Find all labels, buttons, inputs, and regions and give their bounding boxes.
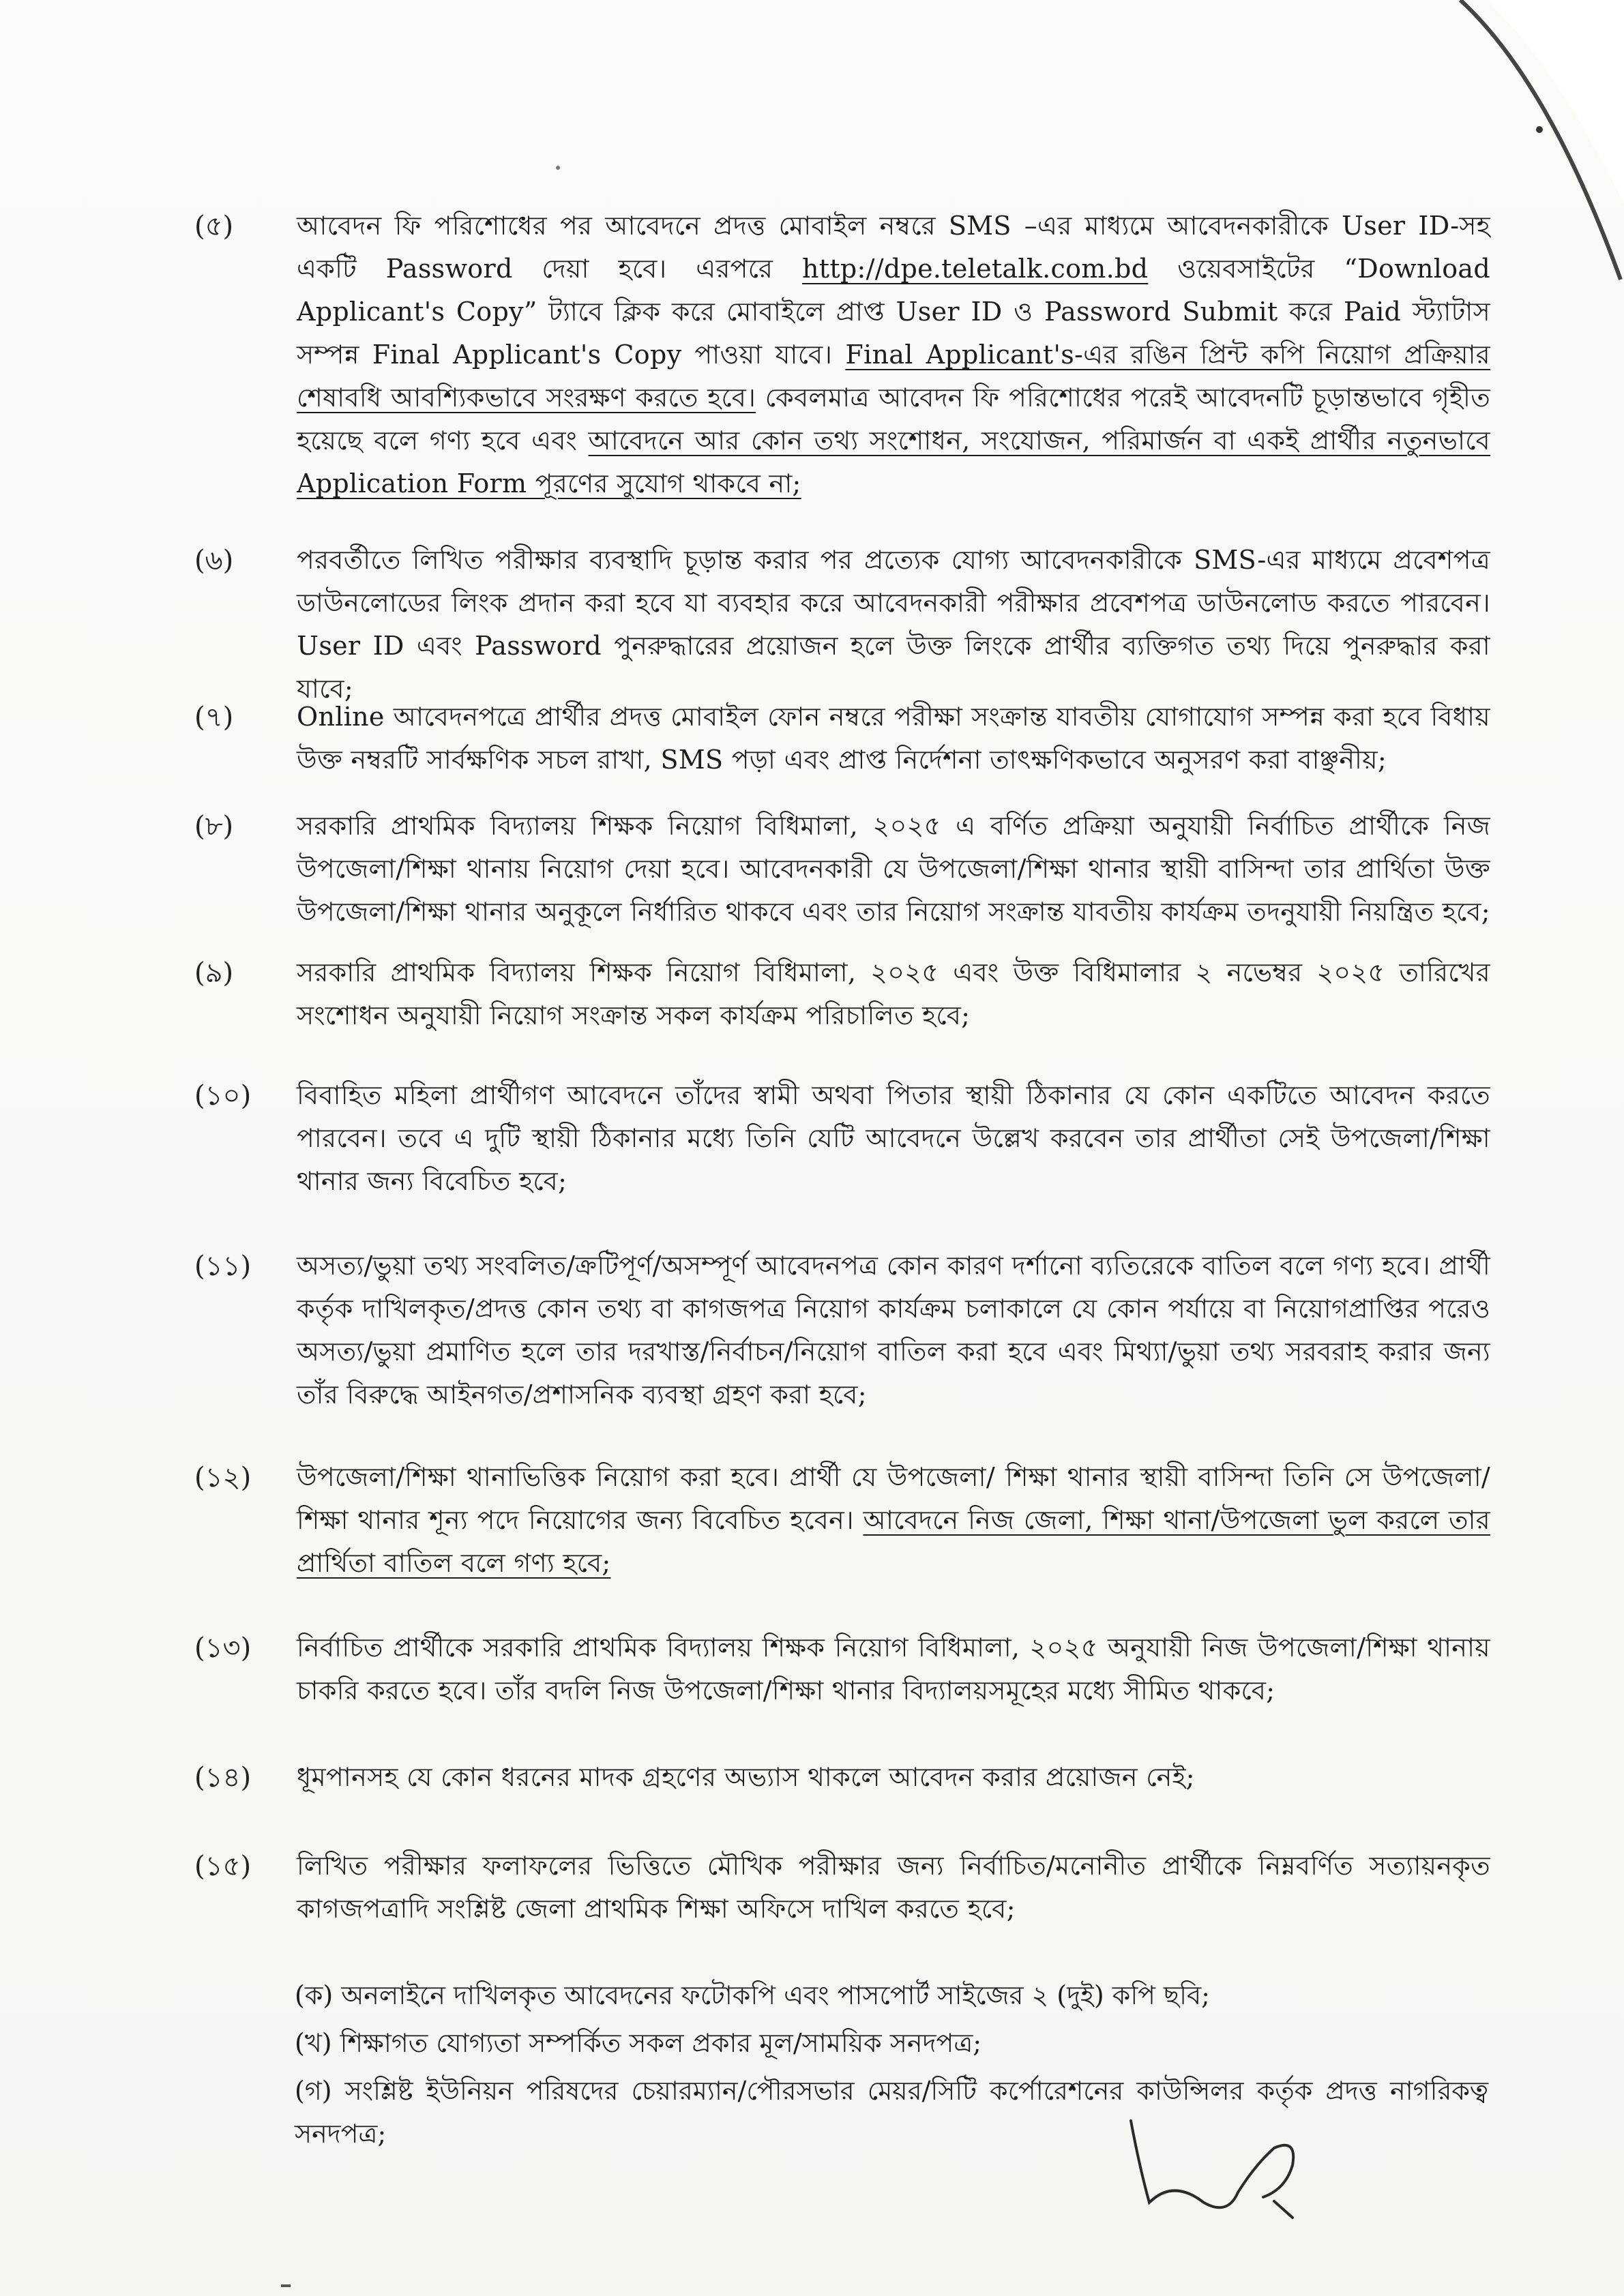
clause-13 <box>194 1626 1490 1712</box>
sub-item-ga: (গ) সংশ্লিষ্ট ইউনিয়ন পরিষদের চেয়ারম্যান/পৌরসভার মেয়র/সিটি কর্পোরেশনের কাউন্সিলর কর্তৃক প্রদত্ত নাগরিকত্ব সনদপত্র; <box>295 2076 1488 2149</box>
clause-8 <box>194 805 1490 934</box>
clause-15 <box>194 1845 1490 1930</box>
clause-number: (৯) <box>194 957 234 989</box>
clause-text: আবেদন ফি পরিশোধের পর আবেদনে প্রদত্ত মোবাইল নম্বরে SMS –এর মাধ্যমে আবেদনকারীকে User ID-সহ একটি Password দেয়া হবে। এরপরে http://dpe.teletalk.com.bd ওয়েবসাইটের “Download Applicant's Copy” ট্যাবে ক্লিক করে মোবাইলে প্রাপ্ত User ID ও Password Submit করে Paid স্ট্যাটাস সম্পন্ন Final Applicant's Copy পাওয়া যাবে। Final Applicant's-এর রঙিন প্রিন্ট কপি নিয়োগ প্রক্রিয়ার শেষাবধি আবশ্যিকভাবে সংরক্ষণ করতে হবে। কেবলমাত্র আবেদন ফি পরিশোধের পরেই আবেদনটি চূড়ান্তভাবে গৃহীত হয়েছে বলে গণ্য হবে এবং আবেদনে আর কোন তথ্য সংশোধন, সংযোজন, পরিমার্জন বা একই প্রার্থীর নতুনভাবে Application Form পূরণের সুযোগ থাকবে না; <box>297 211 1491 498</box>
clause-number: (১০) <box>194 1080 252 1112</box>
clause-text: Online আবেদনপত্রে প্রার্থীর প্রদত্ত মোবাইল ফোন নম্বরে পরীক্ষা সংক্রান্ত যাবতীয় যোগাযোগ সম্পন্ন করা হবে বিধায় উক্ত নম্বরটি সার্বক্ষণিক সচল রাখা, SMS পড়া এবং প্রাপ্ত নির্দেশনা তাৎক্ষণিকভাবে অনুসরণ করা বাঞ্ছনীয়; <box>297 702 1490 775</box>
clause-text: সরকারি প্রাথমিক বিদ্যালয় শিক্ষক নিয়োগ বিধিমালা, ২০২৫ এবং উক্ত বিধিমালার ২ নভেম্বর ২০২৫ তারিখের সংশোধন অনুযায়ী নিয়োগ সংক্রান্ত সকল কার্যক্রম পরিচালিত হবে; <box>297 957 1490 1030</box>
clause-11 <box>194 1244 1490 1416</box>
website-link[interactable]: http://dpe.teletalk.com.bd <box>802 254 1149 284</box>
scan-mark <box>281 2284 291 2287</box>
clause-number: (১২) <box>194 1462 252 1493</box>
clause-14 <box>194 1756 1490 1799</box>
clause-text: সরকারি প্রাথমিক বিদ্যালয় শিক্ষক নিয়োগ বিধিমালা, ২০২৫ এ বর্ণিত প্রক্রিয়া অনুযায়ী নির্বাচিত প্রার্থীকে নিজ উপজেলা/শিক্ষা থানায় নিয়োগ দেয়া হবে। আবেদনকারী যে উপজেলা/শিক্ষা থানার স্থায়ী বাসিন্দা তার প্রার্থিতা উক্ত উপজেলা/শিক্ষা থানার অনুকূলে নির্ধারিত থাকবে এবং তার নিয়োগ সংক্রান্ত যাবতীয় কার্যক্রম তদনুযায়ী নিয়ন্ত্রিত হবে; <box>297 811 1490 927</box>
clause-number: (৮) <box>194 811 234 842</box>
speck <box>556 166 560 170</box>
clause-9 <box>194 951 1490 1037</box>
clause-number: (৫) <box>194 211 234 242</box>
sub-item-ka: (ক) অনলাইনে দাখিলকৃত আবেদনের ফটোকপি এবং পাসপোর্ট সাইজের ২ (দুই) কপি ছবি; <box>295 1980 1210 2010</box>
clause-text: লিখিত পরীক্ষার ফলাফলের ভিত্তিতে মৌখিক পরীক্ষার জন্য নির্বাচিত/মনোনীত প্রার্থীকে নিম্নবর্ণিত সত্যায়নকৃত কাগজপত্রাদি সংশ্লিষ্ট জেলা প্রাথমিক শিক্ষা অফিসে দাখিল করতে হবে; <box>297 1851 1490 1924</box>
sub-item-kha: (খ) শিক্ষাগত যোগ্যতা সম্পর্কিত সকল প্রকার মূল/সাময়িক সনদপত্র; <box>295 2028 982 2058</box>
clause-number: (১৪) <box>194 1762 252 1793</box>
clause-number: (৬) <box>194 545 234 576</box>
clause-number: (১১) <box>194 1251 252 1282</box>
clause-text: অসত্য/ভুয়া তথ্য সংবলিত/ক্রটিপূর্ণ/অসম্পূর্ণ আবেদনপত্র কোন কারণ দর্শানো ব্যতিরেকে বাতিল বলে গণ্য হবে। প্রার্থী কর্তৃক দাখিলকৃত/প্রদত্ত কোন তথ্য বা কাগজপত্র নিয়োগ কার্যক্রম চলাকালে যে কোন পর্যায়ে বা নিয়োগপ্রাপ্তির পরেও অসত্য/ভুয়া প্রমাণিত হলে তার দরখাস্ত/নির্বাচন/নিয়োগ বাতিল করা হবে এবং মিথ্যা/ভুয়া তথ্য সরবরাহ করার জন্য তাঁর বিরুদ্ধে আইনগত/প্রশাসনিক ব্যবস্থা গ্রহণ করা হবে; <box>297 1251 1490 1410</box>
clause-5 <box>194 205 1490 505</box>
clause-text: ধূমপানসহ যে কোন ধরনের মাদক গ্রহণের অভ্যাস থাকলে আবেদন করার প্রয়োজন নেই; <box>297 1762 1195 1792</box>
clause-10 <box>194 1074 1490 1203</box>
signature-mark <box>1119 2100 1344 2223</box>
clause-text: বিবাহিত মহিলা প্রার্থীগণ আবেদনে তাঁদের স্বামী অথবা পিতার স্থায়ী ঠিকানার যে কোন একটিতে আবেদন করতে পারবেন। তবে এ দুটি স্থায়ী ঠিকানার মধ্যে তিনি যেটি আবেদনে উল্লেখ করবেন তার প্রার্থীতা সেই উপজেলা/শিক্ষা থানার জন্য বিবেচিত হবে; <box>297 1080 1490 1196</box>
clause-12 <box>194 1456 1490 1585</box>
clause-number: (১৩) <box>194 1632 252 1664</box>
clause-6 <box>194 539 1490 711</box>
clause-text: পরবর্তীতে লিখিত পরীক্ষার ব্যবস্থাদি চূড়ান্ত করার পর প্রত্যেক যোগ্য আবেদনকারীকে SMS-এর মাধ্যমে প্রবেশপত্র ডাউনলোডের লিংক প্রদান করা হবে যা ব্যবহার করে আবেদনকারী পরীক্ষার প্রবেশপত্র ডাউনলোড করতে পারবেন। User ID এবং Password পুনরুদ্ধারের প্রয়োজন হলে উক্ত লিংকে প্রার্থীর ব্যক্তিগত তথ্য দিয়ে পুনরুদ্ধার করা যাবে; <box>297 545 1490 704</box>
clause-text: উপজেলা/শিক্ষা থানাভিত্তিক নিয়োগ করা হবে। প্রার্থী যে উপজেলা/ শিক্ষা থানার স্থায়ী বাসিন্দা তিনি সে উপজেলা/ শিক্ষা থানার শূন্য পদে নিয়োগের জন্য বিবেচিত হবেন। আবেদনে নিজ জেলা, শিক্ষা থানা/উপজেলা ভুল করলে তার প্রার্থিতা বাতিল বলে গণ্য হবে; <box>297 1462 1490 1578</box>
clause-number: (৭) <box>194 702 234 733</box>
clause-7 <box>194 696 1490 781</box>
clause-text: নির্বাচিত প্রার্থীকে সরকারি প্রাথমিক বিদ্যালয় শিক্ষক নিয়োগ বিধিমালা, ২০২৫ অনুযায়ী নিজ উপজেলা/শিক্ষা থানায় চাকরি করতে হবে। তাঁর বদলি নিজ উপজেলা/শিক্ষা থানার বিদ্যালয়সমূহের মধ্যে সীমিত থাকবে; <box>297 1632 1490 1705</box>
clause-number: (১৫) <box>194 1851 252 1882</box>
